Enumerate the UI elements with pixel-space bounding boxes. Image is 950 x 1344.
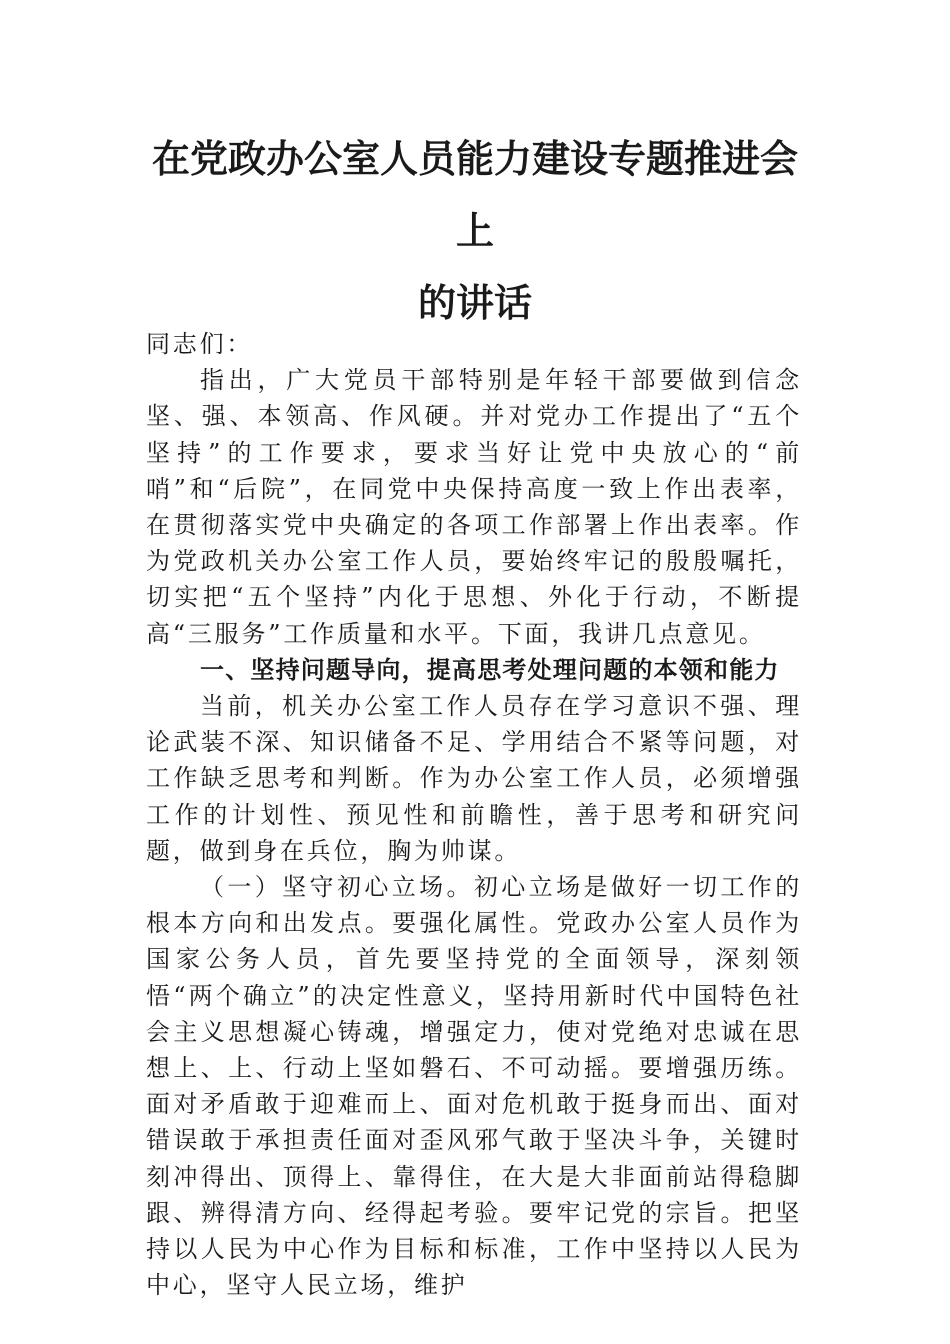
section-1-paragraph: 当前，机关办公室工作人员存在学习意识不强、理论武装不深、知识储备不足、学用结合不紧等问题，对工作缺乏思考和判断。作为办公室工作人员，必须增强工作的计划性、预见性和前瞻性，善于思考和研究问题，做到身在兵位，胸为帅谋。	[146, 692, 802, 865]
subsection-1-paragraph	[146, 869, 802, 1303]
document-title	[150, 123, 800, 339]
subsection-1-heading: （一）坚守初心立场。	[200, 873, 474, 902]
salutation: 同志们：	[146, 330, 254, 358]
section-1-heading: 一、坚持问题导向，提高思考处理问题的本领和能力	[200, 655, 780, 684]
document-body	[146, 326, 802, 1303]
intro-paragraph: 指出，广大党员干部特别是年轻干部要做到信念坚、强、本领高、作风硬。并对党办工作提出了“五个坚持”的工作要求，要求当好让党中央放心的“前哨”和“后院”，在同党中央保持高度一致上作出表率，在贯彻落实党中央确定的各项工作部署上作出表率。作为党政机关办公室工作人员，要始终牢记的殷殷嘱托，切实把“五个坚持”内化于思想、外化于行动，不断提高“三服务”工作质量和水平。下面，我讲几点意见。	[146, 366, 802, 648]
title-line-2: 的讲话	[417, 280, 532, 325]
title-line-1: 在党政办公室人员能力建设专题推进会上	[151, 136, 798, 253]
subsection-1-text: 初心立场是做好一切工作的根本方向和出发点。要强化属性。党政办公室人员作为国家公务人员，首先要坚持党的全面领导，深刻领悟“两个确立”的决定性意义，坚持用新时代中国特色社会主义思想凝心铸魂，增强定力，使对党绝对忠诚在思想上、上、行动上坚如磐石、不可动摇。要增强历练。面对矛盾敢于迎难而上、面对危机敢于挺身而出、面对错误敢于承担责任面对歪风邪气敢于坚决斗争，关键时刻冲得出、顶得上、靠得住，在大是大非面前站得稳脚跟、辨得清方向、经得起考验。要牢记党的宗旨。把坚持以人民为中心作为目标和标准，工作中坚持以人民为中心，坚守人民立场，维护	[146, 873, 802, 1300]
